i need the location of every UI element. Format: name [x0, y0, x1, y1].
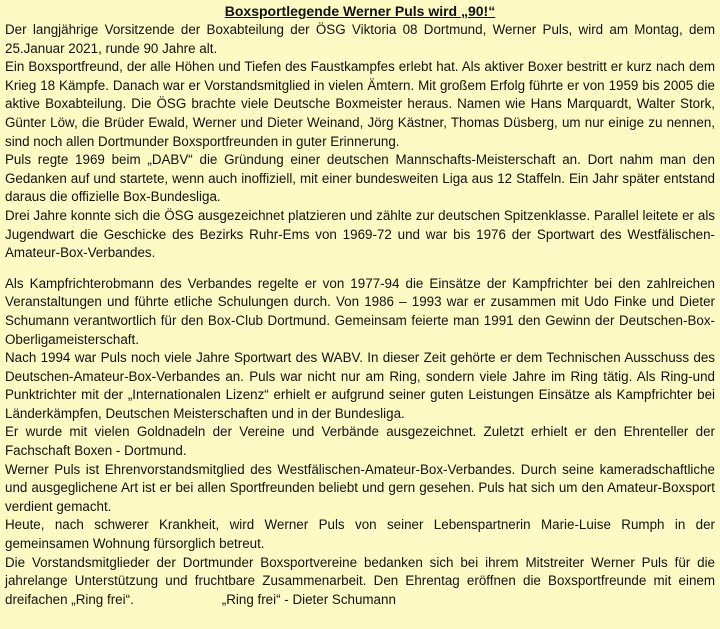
paragraph-career: Ein Boxsportfreund, der alle Höhen und Tiefen des Faustkampfes erlebt hat. Als aktiver Boxer bestritt er kurz nach dem Krieg 18 Kämpfe. Danach war er Vorstandsmitglied in vielen Ämtern. Mit großem Erfolg führte er von 1959 bis 2005 die aktive Boxabteilung. Die ÖSG brachte viele Deutsche Boxmeister heraus. Namen wie Hans Marquardt, Walter Stork, Günter Löw, die Brüder Ewald, Werner und Dieter Weinand, Jörg Kästner, Thomas Düsberg, um nur einige zu nennen, sind noch allen Dortmunder Boxsportfreunden in guter Erinnerung.: [5, 59, 715, 149]
paragraph-sportwart: Nach 1994 war Puls noch viele Jahre Sportwart des WABV. In dieser Zeit gehörte er dem Technischen Ausschuss des Deutschen-Amateur-Box-Verbandes an. Puls war nicht nur am Ring, sondern viele Jahre im Ring tätig. Als Ring-und Punktrichter mit der „Internationalen Lizenz“ erhielt er aufgrund seiner guten Leistungen Einsätze als Kampfrichter bei Länderkämpfen, Deutschen Meisterschaften und in der Bundesliga.: [5, 350, 715, 421]
paragraph-intro: Der langjährige Vorsitzende der Boxabteilung der ÖSG Viktoria 08 Dortmund, Werner Puls, wird am Montag, dem 25.Januar 2021, runde 90 Jahre alt.: [5, 22, 715, 56]
paragraph-kampfrichterobmann: Als Kampfrichterobmann des Verbandes regelte er von 1977-94 die Einsätze der Kampfrichter bei den zahlreichen Veranstaltungen und führte etliche Schulungen durch. Von 1986 – 1993 war er zusammen mit Udo Finke und Dieter Schumann verantwortlich für den Box-Club Dortmund. Gemeinsam feierte man 1991 den Gewinn der Deutschen-Box-Oberligameisterschaft.: [5, 275, 715, 347]
closing-text: Die Vorstandsmitglieder der Dortmunder Boxsportvereine bedanken sich bei ihrem Mitstreiter Werner Puls für die jahrelange Unterstützung und fruchtbare Zusammenarbeit. Den Ehrentag eröffnen die Boxsportfreunde mit einem dreifachen „Ring frei“.: [5, 554, 715, 607]
signature: „Ring frei“ - Dieter Schumann: [221, 591, 396, 607]
section-1: [5, 21, 715, 263]
article-title: Boxsportlegende Werner Puls wird „90!“: [224, 3, 496, 19]
paragraph-heute: Heute, nach schwerer Krankheit, wird Werner Puls von seiner Lebenspartnerin Marie-Luise Rumph in der gemeinsamen Wohnung fürsorglich betreut.: [5, 517, 715, 552]
paragraph-auszeichnungen: Er wurde mit vielen Goldnadeln der Vereine und Verbände ausgezeichnet. Zuletzt erhielt er den Ehrenteller der Fachschaft Boxen - Dortmund.: [5, 424, 715, 459]
paragraph-closing: [5, 554, 715, 610]
section-2: [5, 275, 715, 610]
section-gap: [5, 263, 715, 275]
paragraph-bundesliga: Puls regte 1969 beim „DABV“ die Gründung einer deutschen Mannschafts-Meisterschaft an. Dort nahm man den Gedanken auf und startete, wenn auch inoffiziell, mit einer bundesweiten Liga aus 12 Staffeln. Ein Jahr später entstand daraus die offizielle Box-Bundesliga.: [5, 152, 715, 205]
paragraph-spitzenklasse: Drei Jahre konnte sich die ÖSG ausgezeichnet platzieren und zählte zur deutschen Spitzenklasse. Parallel leitete er als Jugendwart die Geschicke des Bezirks Ruhr-Ems von 1969-72 und war bis 1976 der Sportwart des Westfälischen-Amateur-Box-Verbandes.: [5, 207, 715, 261]
paragraph-ehrenmitglied: Werner Puls ist Ehrenvorstandsmitglied des Westfälischen-Amateur-Box-Verbandes. Durch seine kameradschaftliche und ausgeglichene Art ist er bei allen Sportfreunden beliebt und gern gesehen. Puls hat sich um den Amateur-Boxsport verdient gemacht.: [5, 461, 715, 514]
